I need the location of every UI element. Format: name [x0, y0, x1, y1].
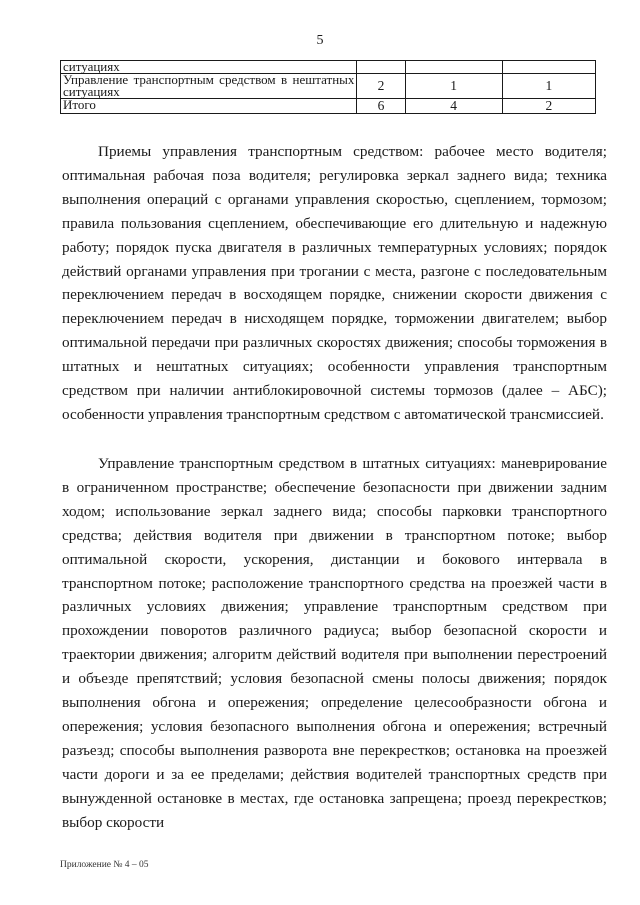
hours-table — [60, 60, 596, 114]
table-row — [61, 74, 596, 99]
cell-label-line: ситуациях — [63, 84, 120, 99]
table-cell-value: 4 — [405, 99, 502, 114]
table-cell-value — [405, 61, 502, 74]
cell-label-line: ситуациях — [63, 59, 120, 74]
table-cell-value — [357, 61, 405, 74]
table-cell-value: 1 — [405, 74, 502, 99]
table-cell-value: 6 — [357, 99, 405, 114]
page-number: 5 — [316, 33, 324, 48]
paragraph: Приемы управления транспортным средством: рабочее место водителя; оптимальная рабочая поза водителя; регулировка зеркал заднего вида; техника выполнения операций с органами управления скоростью, сцеплением, тормозом; правила пользования сцеплением, обеспечивающие его длительную и надежную работу; порядок пуска двигателя в различных температурных условиях; порядок действий органами управления при трогании с места, разгоне с последовательным переключением передач в восходящем порядке, снижении скорости движения с переключением передач в нисходящем порядке, торможении двигателем; выбор оптимальной передачи при различных скоростях движения; способы торможения в штатных и нештатных ситуациях; особенности управления транспортным средством при наличии антиблокировочной системы тормозов (далее – АБС); особенности управления транспортным средством с автоматической трансмиссией. — [62, 143, 607, 423]
cell-label-line: Управление транспортным средством в нештатных — [63, 72, 355, 87]
cell-label-line: Итого — [63, 97, 96, 112]
table-cell-label — [61, 99, 357, 114]
table-row — [61, 99, 596, 114]
table-cell-value: 2 — [357, 74, 405, 99]
page-footer: Приложение № 4 – 05 — [60, 860, 149, 870]
table-cell-label — [61, 74, 357, 99]
table-cell-value — [502, 61, 595, 74]
table-cell-value: 2 — [502, 99, 595, 114]
table-cell-value: 1 — [502, 74, 595, 99]
paragraph: Управление транспортным средством в штатных ситуациях: маневрирование в ограниченном пространстве; обеспечение безопасности при движении задним ходом; использование зеркал заднего вида; способы парковки транспортного средства; действия водителя при движении в транспортном потоке; выбор оптимальной скорости, ускорения, дистанции и бокового интервала в транспортном потоке; расположение транспортного средства на проезжей части в различных условиях движения; управление транспортным средством при прохождении поворотов различного радиуса; выбор безопасной скорости и траектории движения; алгоритм действий водителя при выполнении перестроений и объезде препятствий; условия безопасной смены полосы движения; порядок выполнения обгона и опережения; определение целесообразности обгона и опережения; условия безопасного выполнения обгона и опережения; встречный разъезд; способы выполнения разворота вне перекрестков; остановка на проезжей части дороги и за ее пределами; действия водителей транспортных средств при вынужденной остановке в местах, где остановка запрещена; проезд перекрестков; выбор скорости — [62, 455, 607, 831]
